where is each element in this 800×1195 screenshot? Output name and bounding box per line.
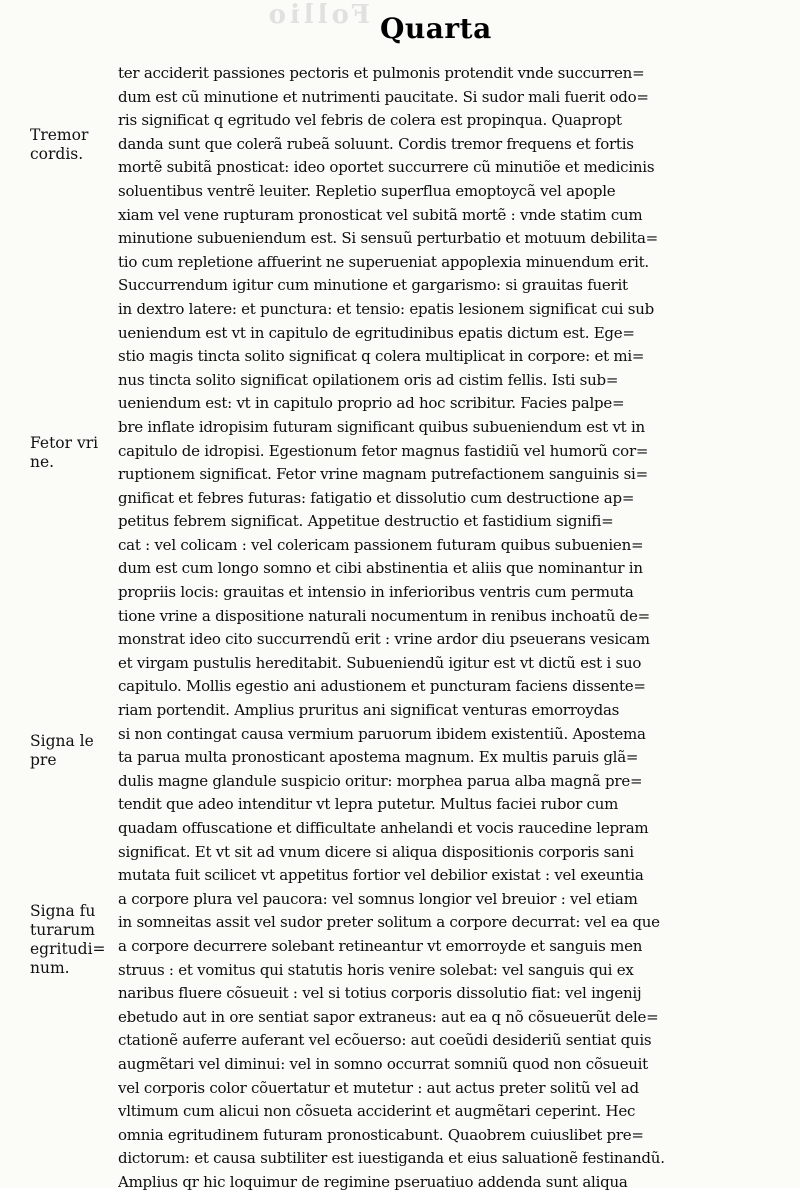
margin-note-tremor-cordis <box>30 126 130 164</box>
text-line: si non contingat causa vermium paruorum ibidem existentiũ. Apostema <box>118 724 646 743</box>
text-line: mortẽ subitã pnosticat: ideo oportet succurrere cũ minutiõe et medicinis <box>118 158 655 177</box>
text-line: dulis magne glandule suspicio oritur: morphea parua alba magnã pre= <box>118 771 643 790</box>
margin-note-line: ne. <box>30 453 55 471</box>
text-line: ebetudo aut in ore sentiat sapor extraneus: aut ea q nõ cõsueuerũt dele= <box>118 1007 659 1026</box>
running-head: Quarta <box>380 12 492 45</box>
text-line: mutata fuit scilicet vt appetitus fortior vel debilior existat : vel exeuntia <box>118 866 644 885</box>
show-through-bleed: Follio <box>264 0 370 30</box>
text-line: dum est cũ minutione et nutrimenti paucitate. Si sudor mali fuerit odo= <box>118 87 649 106</box>
margin-note-line: Tremor <box>30 126 89 144</box>
margin-note-signa-lepre <box>30 732 130 770</box>
text-line: struus : et vomitus qui statutis horis venire solebat: vel sanguis qui ex <box>118 960 634 979</box>
text-line: significat. Et vt sit ad vnum dicere si aliqua dispositionis corporis sani <box>118 842 634 861</box>
text-line: vltimum cum alicui non cõsueta acciderint et augmẽtari ceperint. Hec <box>118 1102 636 1121</box>
margin-note-fetor-vrine <box>30 434 130 472</box>
text-line: Succurrendum igitur cum minutione et gargarismo: si grauitas fuerit <box>118 276 628 295</box>
text-line: ruptionem significat. Fetor vrine magnam putrefactionem sanguinis si= <box>118 465 648 484</box>
text-line: dictorum: et causa subtiliter est iuestiganda et eius saluationẽ festinandũ. <box>118 1149 665 1168</box>
text-line: stio magis tincta solito significat q colera multiplicat in corpore: et mi= <box>118 347 645 366</box>
text-line: xiam vel vene rupturam pronosticat vel subitã mortẽ : vnde statim cum <box>118 205 643 224</box>
margin-note-line: cordis. <box>30 145 84 163</box>
text-line: in dextro latere: et punctura: et tensio: epatis lesionem significat cui sub <box>118 299 654 318</box>
text-line: gnificat et febres futuras: fatigatio et dissolutio cum destructione ap= <box>118 488 635 507</box>
text-line: capitulo. Mollis egestio ani adustionem et puncturam faciens dissente= <box>118 677 646 696</box>
text-line: capitulo de idropisi. Egestionum fetor magnus fastidiũ vel humorũ cor= <box>118 441 649 460</box>
text-line: nus tincta solito significat opilationem oris ad cistim fellis. Isti sub= <box>118 370 619 389</box>
text-line: naribus fluere cõsueuit : vel si totius corporis dissolutio fiat: vel ingenij <box>118 984 642 1003</box>
text-line: soluentibus ventrẽ leuiter. Repletio superflua emoptoycã vel apople <box>118 181 616 200</box>
text-line: petitus febrem significat. Appetitue destructio et fastidium signifi= <box>118 512 614 531</box>
margin-note-line: turarum <box>30 921 95 939</box>
text-line: tione vrine a dispositione naturali nocumentum in renibus inchoatũ de= <box>118 606 650 625</box>
text-line: omnia egritudinem futuram pronosticabunt. Quaobrem cuiuslibet pre= <box>118 1125 644 1144</box>
text-line: quadam offuscatione et difficultate anhelandi et vocis raucedine lepram <box>118 819 649 837</box>
text-line: propriis locis: grauitas et intensio in inferioribus ventris cum permuta <box>118 583 634 602</box>
margin-note-line: Fetor vri <box>30 434 99 452</box>
text-line: ueniendum est vt in capitulo de egritudinibus epatis dictum est. Ege= <box>118 323 635 342</box>
text-line: et virgam pustulis hereditabit. Subueniendũ igitur est vt dictũ est i suo <box>118 653 642 672</box>
text-line: monstrat ideo cito succurrendũ erit : vrine ardor diu pseuerans vesicam <box>118 630 650 649</box>
text-line: riam portendit. Amplius pruritus ani significat venturas emorroydas <box>118 701 620 720</box>
margin-note-signa-futurarum <box>30 902 130 978</box>
text-line: a corpore decurrere solebant retineantur vt emorroyde et sanguis men <box>118 936 643 955</box>
margin-note-line: egritudi= <box>30 940 106 958</box>
text-line: Amplius qr hic loquimur de regimine pseruatiuo addenda sunt aliqua <box>118 1172 628 1191</box>
text-line: danda sunt que colerã rubeã soluunt. Cordis tremor frequens et fortis <box>118 134 634 153</box>
text-line: cat : vel colicam : vel colericam passionem futuram quibus subuenien= <box>118 535 644 554</box>
text-line: augmẽtari vel diminui: vel in somno occurrat somniũ quod non cõsueuit <box>118 1054 648 1073</box>
margin-note-line: pre <box>30 751 57 769</box>
text-line: dum est cum longo somno et cibi abstinentia et aliis que nominantur in <box>118 559 643 578</box>
text-line: bre inflate idropisim futuram significant quibus subueniendum est vt in <box>118 417 645 436</box>
text-line: in somneitas assit vel sudor preter solitum a corpore decurrat: vel ea que <box>118 913 660 932</box>
text-line: vel corporis color cõuertatur et mutetur : aut actus preter solitũ vel ad <box>118 1078 639 1097</box>
text-line: ta parua multa pronosticant apostema magnum. Ex multis paruis glã= <box>118 748 639 767</box>
text-line: ris significat q egritudo vel febris de colera est propinqua. Quapropt <box>118 111 622 130</box>
text-line: a corpore plura vel paucora: vel somnus longior vel breuior : vel etiam <box>118 889 638 908</box>
text-line: ueniendum est: vt in capitulo proprio ad hoc scribitur. Facies palpe= <box>118 394 625 413</box>
text-line: tio cum repletione affuerint ne superueniat appoplexia minuendum erit. <box>118 252 649 271</box>
margin-note-line: Signa fu <box>30 902 96 920</box>
body-text-block <box>118 62 778 1195</box>
text-line: ter acciderit passiones pectoris et pulmonis protendit vnde succurren= <box>118 64 645 82</box>
margin-note-line: num. <box>30 959 70 977</box>
text-line: ctationẽ auferre auferant vel ecõuerso: aut coeũdi desideriũ sentiat quis <box>118 1031 652 1050</box>
text-line: tendit que adeo intenditur vt lepra putetur. Multus faciei rubor cum <box>118 795 619 814</box>
text-line: minutione subueniendum est. Si sensuũ perturbatio et motuum debilita= <box>118 229 658 248</box>
margin-note-line: Signa le <box>30 732 94 750</box>
